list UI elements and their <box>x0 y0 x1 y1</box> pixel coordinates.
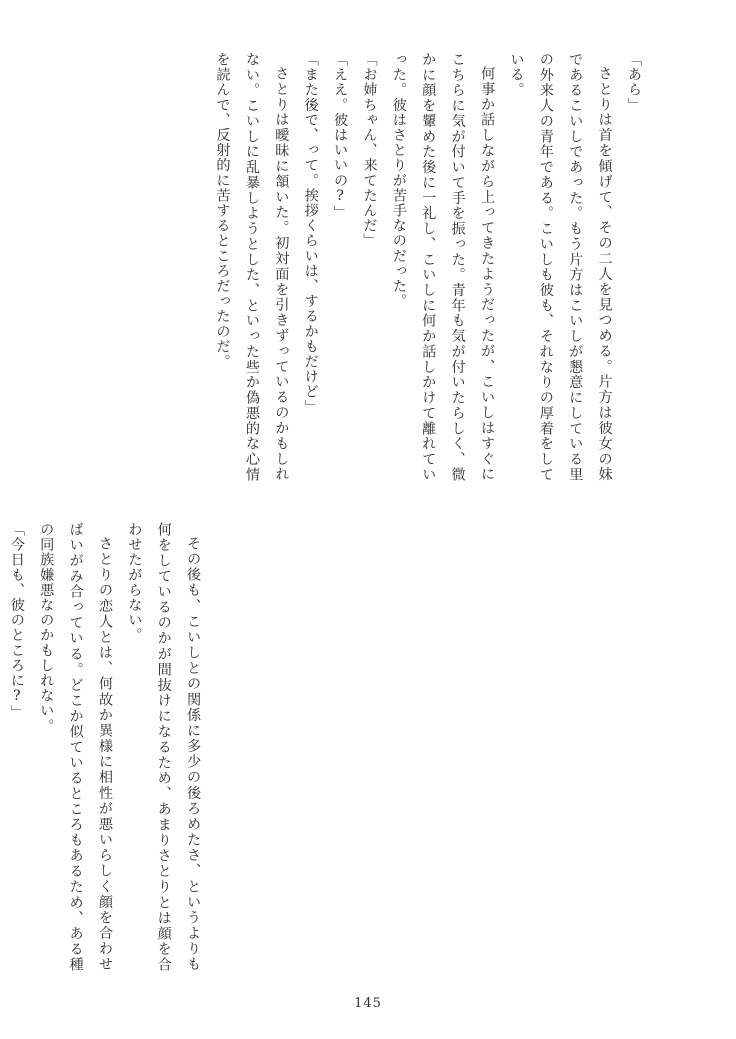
paragraph: 「また後で、って。挨拶くらいは、するかもだけど」 <box>302 52 319 415</box>
paragraph: 「あら」 <box>626 52 642 113</box>
paragraph <box>0 522 1 972</box>
paragraph: 「今日も、彼のところに?」 <box>8 522 25 721</box>
body-text-area <box>8 52 648 972</box>
paragraph: さとりは曖昧に頷いた。初対面を引きずっているのかもしれない。こいしに乱暴しようとした、といった些か偽悪的な心情を読んで、反射的に苦するところだったのだ。 <box>214 52 290 482</box>
page-number: 145 <box>354 996 382 1011</box>
paragraph: その後も、こいしとの関係に多少の後ろめたさ、というよりも何をしているのかが間抜けになるため、あまりさとりとは顔を合わせたがらない。 <box>126 522 202 972</box>
paragraph: 「ええ。彼はいいの?」 <box>332 52 349 220</box>
text-column-right <box>207 52 648 482</box>
paragraph: さとりは首を傾げて、その二人を見つめる。片方は彼女の妹であるこいしであった。もう片方はこいしが懇意にしている里の外来人の青年である。こいしも彼も、それなりの厚着をしている。 <box>508 52 613 482</box>
paragraph: 「お姉ちゃん、来てたんだ」 <box>361 52 378 249</box>
text-column-left <box>0 522 207 972</box>
paragraph: 何事か話しながら上ってきたようだったが、こいしはすぐにこちらに気が付いて手を振った。青年も気が付いたらしく、微かに顔を顰めた後に一礼し、こいしに何か話しかけて離れていった。彼はさとりが苦手なのだった。 <box>390 52 496 482</box>
paragraph: さとりの恋人とは、何故か異様に相性が悪いらしく顔を合わせばいがみ合っている。どこか似ているところもあるため、ある種の同族嫌悪なのかもしれない。 <box>38 522 113 972</box>
